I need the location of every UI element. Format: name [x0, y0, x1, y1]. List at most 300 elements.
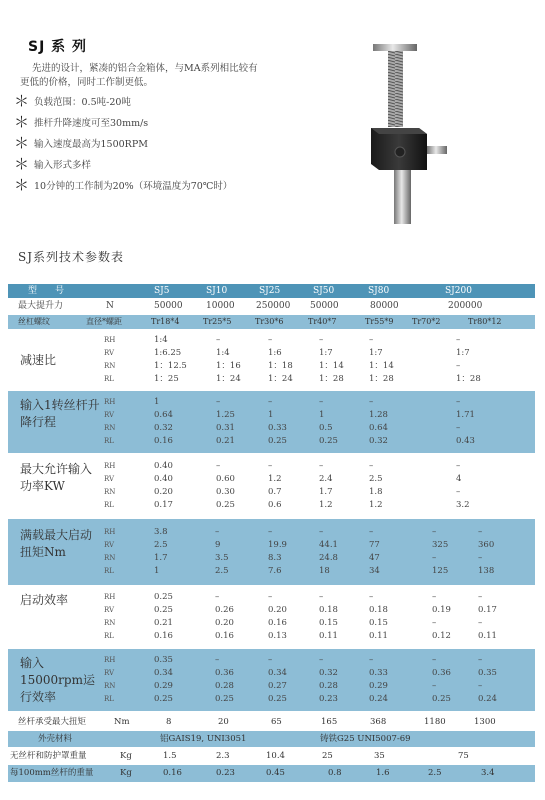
- value-cell: 0.28: [319, 681, 338, 691]
- value-cell: –: [319, 592, 324, 602]
- feature-text: 输入形式多样: [34, 160, 92, 171]
- value-cell: 0.45: [266, 768, 285, 778]
- value-cell: 0.23: [216, 768, 235, 778]
- input-type-code: RN: [104, 362, 116, 370]
- value-cell: 10000: [206, 301, 235, 311]
- value-cell: 0.30: [216, 487, 235, 497]
- ratio-row: [8, 565, 535, 578]
- value-cell: 0.20: [268, 605, 287, 615]
- value-cell: 20: [218, 717, 229, 727]
- ratio-row: [8, 347, 535, 360]
- value-cell: 0.11: [369, 631, 388, 641]
- ratio-row: [8, 409, 535, 422]
- input-type-code: RV: [104, 541, 115, 549]
- ratio-row: [8, 693, 535, 706]
- value-cell: 1.71: [456, 410, 475, 420]
- value-cell: –: [478, 527, 483, 537]
- feature-text: 推杆升降速度可至30mm/s: [34, 118, 149, 129]
- value-cell: 0.24: [478, 694, 497, 704]
- value-cell: 1：18: [268, 361, 293, 371]
- model-sj5: SJ5: [154, 286, 170, 296]
- input-type-code: RV: [104, 606, 115, 614]
- row-unit: Kg: [120, 751, 132, 761]
- value-cell: 1: [319, 410, 325, 420]
- star-icon: ＊: [14, 92, 30, 110]
- input-type-code: RH: [104, 462, 116, 470]
- value-cell: –: [215, 655, 220, 665]
- value-cell: 0.17: [478, 605, 497, 615]
- value-cell: 1.2: [369, 500, 383, 510]
- value-cell: 0.60: [216, 474, 235, 484]
- input-type-code: RH: [104, 593, 116, 601]
- value-cell: 0.40: [154, 461, 173, 471]
- value-cell: –: [268, 397, 273, 407]
- value-cell: Tr25*5: [203, 317, 232, 326]
- value-cell: –: [432, 681, 437, 691]
- ratio-row: [8, 552, 535, 565]
- value-cell: –: [456, 487, 461, 497]
- input-type-code: RL: [104, 695, 114, 703]
- value-cell: 1:4: [154, 335, 168, 345]
- value-cell: 0.12: [432, 631, 451, 641]
- value-cell: Tr18*4: [151, 317, 180, 326]
- value-cell: 0.32: [154, 423, 173, 433]
- max-torque-row: [8, 714, 535, 730]
- value-cell: 1.7: [319, 487, 333, 497]
- value-cell: 0.25: [268, 436, 287, 446]
- value-cell: –: [478, 592, 483, 602]
- value-cell: –: [478, 681, 483, 691]
- value-cell: 34: [369, 566, 380, 576]
- value-cell: 0.16: [215, 631, 234, 641]
- section-label: 最大允许输入功率KW: [20, 462, 93, 493]
- star-icon: ＊: [14, 176, 30, 194]
- input-type-code: RL: [104, 501, 114, 509]
- value-cell: –: [369, 527, 374, 537]
- value-cell: 360: [478, 540, 495, 550]
- row-label: 外壳材料: [38, 734, 73, 744]
- value-cell: 368: [370, 717, 387, 727]
- ratio-row: [8, 499, 535, 512]
- row-label: 丝杠螺纹: [18, 317, 50, 326]
- value-cell: 0.28: [215, 681, 234, 691]
- value-cell: 3.2: [456, 500, 470, 510]
- value-cell: 8: [166, 717, 172, 727]
- value-cell: –: [268, 335, 273, 345]
- value-cell: 165: [321, 717, 338, 727]
- value-cell: 0.34: [268, 668, 287, 678]
- ratio-row: [8, 396, 535, 409]
- value-cell: –: [216, 397, 221, 407]
- model-sj80: SJ80: [368, 286, 390, 296]
- feature-item: [14, 92, 232, 117]
- row-label: 最大提升力: [18, 301, 64, 311]
- value-cell: –: [369, 461, 374, 471]
- value-cell: –: [319, 335, 324, 345]
- row-unit: Nm: [114, 717, 130, 727]
- ratio-row: [8, 460, 535, 473]
- value-cell: –: [456, 335, 461, 345]
- value-cell: 44.1: [319, 540, 338, 550]
- value-cell: 0.32: [319, 668, 338, 678]
- value-cell: 7.6: [268, 566, 282, 576]
- input-type-code: RV: [104, 349, 115, 357]
- row-label: 每100mm丝杆的重量: [10, 768, 94, 778]
- value-cell: –: [432, 655, 437, 665]
- value-cell: 1300: [474, 717, 496, 727]
- value-cell: –: [319, 397, 324, 407]
- input-type-code: RV: [104, 669, 115, 677]
- value-cell: 1:6.25: [154, 348, 182, 358]
- aluminum-material: 铝GAIS19, UNI3051: [160, 734, 247, 744]
- row-label: 丝杆承受最大扭矩: [18, 717, 87, 727]
- value-cell: –: [432, 592, 437, 602]
- value-cell: –: [268, 527, 273, 537]
- value-cell: 200000: [448, 301, 483, 311]
- value-cell: 8.3: [268, 553, 282, 563]
- section-block: [8, 331, 535, 389]
- value-cell: 0.24: [369, 694, 388, 704]
- value-cell: 0.34: [154, 668, 173, 678]
- value-cell: –: [456, 461, 461, 471]
- value-cell: 1.7: [154, 553, 168, 563]
- shell-material-row: [8, 731, 535, 747]
- input-type-code: RH: [104, 336, 116, 344]
- value-cell: 1:7: [369, 348, 383, 358]
- value-cell: –: [456, 397, 461, 407]
- value-cell: 1.5: [163, 751, 177, 761]
- feature-list: [14, 92, 233, 201]
- value-cell: 0.19: [432, 605, 451, 615]
- value-cell: 125: [432, 566, 449, 576]
- value-cell: 0.43: [456, 436, 475, 446]
- ratio-row: [8, 373, 535, 386]
- max-lift-row: [8, 299, 535, 314]
- input-type-code: RL: [104, 375, 114, 383]
- value-cell: 1.8: [369, 487, 383, 497]
- value-cell: 1：24: [216, 374, 241, 384]
- section-label: 输入15000rpm运行效率: [20, 656, 95, 704]
- input-type-code: RN: [104, 488, 116, 496]
- value-cell: 1:6: [268, 348, 282, 358]
- value-cell: 18: [319, 566, 330, 576]
- input-type-code: RV: [104, 475, 115, 483]
- value-cell: 1：12.5: [154, 361, 187, 371]
- intro-text: 先进的设计，紧凑的铝合金箱体，与MA系列相比较有更低的价格，同时工作制更低。: [20, 63, 258, 88]
- input-type-code: RL: [104, 437, 114, 445]
- value-cell: 0.33: [268, 423, 287, 433]
- value-cell: 0.23: [319, 694, 338, 704]
- value-cell: 0.25: [154, 694, 173, 704]
- value-cell: 1.6: [376, 768, 390, 778]
- value-cell: 3.8: [154, 527, 168, 537]
- value-cell: 0.11: [319, 631, 338, 641]
- value-cell: 1:7: [456, 348, 470, 358]
- value-cell: –: [369, 655, 374, 665]
- value-cell: 0.8: [328, 768, 342, 778]
- value-cell: –: [369, 592, 374, 602]
- section-label: 启动效率: [20, 593, 69, 607]
- value-cell: 4: [456, 474, 462, 484]
- section-block: [8, 649, 535, 711]
- row-unit: N: [106, 301, 114, 311]
- value-cell: –: [215, 527, 220, 537]
- value-cell: 65: [271, 717, 282, 727]
- cast-iron-material: 铸铁G25 UNI5007-69: [320, 734, 411, 744]
- value-cell: –: [432, 527, 437, 537]
- input-type-code: RN: [104, 554, 116, 562]
- value-cell: 0.18: [369, 605, 388, 615]
- value-cell: 1180: [424, 717, 446, 727]
- value-cell: 0.16: [154, 631, 173, 641]
- model-sj25: SJ25: [259, 286, 281, 296]
- section-block: [8, 587, 535, 647]
- value-cell: 0.64: [369, 423, 388, 433]
- value-cell: –: [319, 655, 324, 665]
- value-cell: 0.20: [215, 618, 234, 628]
- input-type-code: RH: [104, 656, 116, 664]
- value-cell: 0.32: [369, 436, 388, 446]
- bottom-tube: [394, 170, 411, 224]
- feature-item: [14, 113, 232, 138]
- value-cell: 0.64: [154, 410, 173, 420]
- section-label: 满载最大启动扭矩Nm: [20, 528, 93, 559]
- value-cell: 0.29: [369, 681, 388, 691]
- input-type-code: RN: [104, 682, 116, 690]
- row-unit: Kg: [120, 768, 132, 778]
- value-cell: 10.4: [266, 751, 285, 761]
- top-plate: [373, 44, 417, 51]
- ratio-row: [8, 604, 535, 617]
- value-cell: 1：28: [369, 374, 394, 384]
- input-type-code: RV: [104, 411, 115, 419]
- ratio-row: [8, 680, 535, 693]
- value-cell: 1: [268, 410, 274, 420]
- page-title: SJ 系 列: [28, 39, 88, 55]
- value-cell: –: [319, 527, 324, 537]
- ratio-row: [8, 435, 535, 448]
- ratio-row: [8, 617, 535, 630]
- ratio-row: [8, 654, 535, 667]
- value-cell: 0.27: [268, 681, 287, 691]
- value-cell: –: [478, 618, 483, 628]
- value-cell: 1.2: [319, 500, 333, 510]
- input-type-code: RL: [104, 632, 114, 640]
- value-cell: 0.5: [319, 423, 333, 433]
- value-cell: 3.4: [481, 768, 495, 778]
- value-cell: –: [432, 618, 437, 628]
- value-cell: –: [268, 461, 273, 471]
- feature-item: [14, 176, 233, 201]
- section-label: 减速比: [20, 353, 57, 367]
- star-icon: ＊: [14, 134, 30, 152]
- value-cell: 1：28: [456, 374, 481, 384]
- value-cell: –: [478, 553, 483, 563]
- value-cell: –: [432, 553, 437, 563]
- value-cell: –: [216, 335, 221, 345]
- screw-jack-product-image: [355, 42, 455, 227]
- value-cell: 0.31: [216, 423, 235, 433]
- value-cell: 0.36: [432, 668, 451, 678]
- value-cell: 0.15: [319, 618, 338, 628]
- value-cell: 0.36: [215, 668, 234, 678]
- value-cell: 1：25: [154, 374, 179, 384]
- input-type-code: RL: [104, 567, 114, 575]
- value-cell: –: [268, 592, 273, 602]
- feature-item: [14, 134, 232, 159]
- value-cell: 0.6: [268, 500, 282, 510]
- model-sj200: SJ200: [445, 286, 472, 296]
- value-cell: –: [369, 335, 374, 345]
- value-cell: –: [478, 655, 483, 665]
- value-cell: –: [215, 592, 220, 602]
- section-block: [8, 519, 535, 585]
- value-cell: 80000: [370, 301, 399, 311]
- value-cell: 1：16: [216, 361, 241, 371]
- value-cell: 2.3: [216, 751, 230, 761]
- value-cell: 75: [458, 751, 469, 761]
- value-cell: 1：24: [268, 374, 293, 384]
- value-cell: 0.16: [268, 618, 287, 628]
- value-cell: 9: [215, 540, 221, 550]
- value-cell: Tr55*9: [365, 317, 394, 326]
- value-cell: 325: [432, 540, 449, 550]
- value-cell: –: [319, 461, 324, 471]
- value-cell: 0.15: [369, 618, 388, 628]
- value-cell: 1：14: [369, 361, 394, 371]
- value-cell: –: [369, 397, 374, 407]
- ratio-row: [8, 539, 535, 552]
- feature-text: 10分钟的工作制为20%（环境温度为70℃时）: [34, 181, 233, 192]
- value-cell: 1.28: [369, 410, 388, 420]
- value-cell: 24.8: [319, 553, 338, 563]
- value-cell: 1: [154, 397, 160, 407]
- ratio-row: [8, 526, 535, 539]
- model-sj50: SJ50: [313, 286, 335, 296]
- value-cell: Tr30*6: [255, 317, 284, 326]
- value-cell: 0.25: [268, 694, 287, 704]
- value-cell: 0.20: [154, 487, 173, 497]
- value-cell: 0.40: [154, 474, 173, 484]
- value-cell: 0.7: [268, 487, 282, 497]
- value-cell: Tr80*12: [468, 317, 502, 326]
- value-cell: 1:7: [319, 348, 333, 358]
- value-cell: 1：28: [319, 374, 344, 384]
- value-cell: 0.35: [478, 668, 497, 678]
- value-cell: 25: [322, 751, 333, 761]
- value-cell: Tr40*7: [308, 317, 337, 326]
- feature-item: [14, 155, 232, 180]
- table-title: SJ系列技术参数表: [18, 250, 125, 264]
- screw-weight-row: [8, 765, 535, 782]
- input-type-code: RN: [104, 619, 116, 627]
- table-header-row: [8, 284, 535, 298]
- ratio-row: [8, 473, 535, 486]
- value-cell: 0.17: [154, 500, 173, 510]
- value-cell: 1：14: [319, 361, 344, 371]
- value-cell: 1: [154, 566, 160, 576]
- value-cell: 0.13: [268, 631, 287, 641]
- section-block: [8, 391, 535, 453]
- star-icon: ＊: [14, 113, 30, 131]
- value-cell: 0.18: [319, 605, 338, 615]
- row-unit: 直径*螺距: [86, 317, 122, 326]
- value-cell: 1.25: [216, 410, 235, 420]
- input-shaft: [427, 146, 447, 154]
- value-cell: –: [216, 461, 221, 471]
- value-cell: 0.25: [154, 605, 173, 615]
- ratio-row: [8, 334, 535, 347]
- ratio-row: [8, 486, 535, 499]
- value-cell: 50000: [310, 301, 339, 311]
- input-type-code: RH: [104, 528, 116, 536]
- value-cell: 2.4: [319, 474, 333, 484]
- section-block: [8, 455, 535, 517]
- value-cell: 50000: [154, 301, 183, 311]
- feature-text: 输入速度最高为1500RPM: [34, 139, 148, 150]
- value-cell: 0.25: [215, 694, 234, 704]
- value-cell: 35: [374, 751, 385, 761]
- ratio-row: [8, 360, 535, 373]
- value-cell: 1:4: [216, 348, 230, 358]
- ratio-row: [8, 591, 535, 604]
- value-cell: 0.11: [478, 631, 497, 641]
- input-type-code: RN: [104, 424, 116, 432]
- value-cell: 0.25: [154, 592, 173, 602]
- value-cell: 250000: [256, 301, 291, 311]
- value-cell: 77: [369, 540, 380, 550]
- value-cell: 1.2: [268, 474, 282, 484]
- threaded-rod: [388, 51, 403, 127]
- value-cell: –: [268, 655, 273, 665]
- value-cell: 0.29: [154, 681, 173, 691]
- ratio-row: [8, 630, 535, 643]
- weight-row: [8, 748, 535, 764]
- value-cell: 47: [369, 553, 380, 563]
- value-cell: 0.25: [216, 500, 235, 510]
- screw-thread-row: [8, 315, 535, 329]
- ratio-row: [8, 422, 535, 435]
- value-cell: 3.5: [215, 553, 229, 563]
- section-label: 输入1转丝杆升降行程: [20, 398, 100, 429]
- value-cell: 2.5: [154, 540, 168, 550]
- value-cell: 0.35: [154, 655, 173, 665]
- value-cell: 0.16: [163, 768, 182, 778]
- ratio-row: [8, 667, 535, 680]
- value-cell: Tr70*2: [412, 317, 441, 326]
- header-label: 型 号: [28, 286, 65, 296]
- value-cell: 0.33: [369, 668, 388, 678]
- star-icon: ＊: [14, 155, 30, 173]
- value-cell: –: [456, 361, 461, 371]
- value-cell: 19.9: [268, 540, 287, 550]
- value-cell: 0.21: [154, 618, 173, 628]
- value-cell: 2.5: [428, 768, 442, 778]
- value-cell: 2.5: [215, 566, 229, 576]
- value-cell: 2.5: [369, 474, 383, 484]
- value-cell: 138: [478, 566, 495, 576]
- row-label: 无丝杆和防护罩重量: [10, 751, 87, 761]
- value-cell: 0.16: [154, 436, 173, 446]
- input-type-code: RH: [104, 398, 116, 406]
- value-cell: 0.21: [216, 436, 235, 446]
- value-cell: 0.26: [215, 605, 234, 615]
- value-cell: 0.25: [319, 436, 338, 446]
- feature-text: 负载范围：0.5吨-20吨: [34, 97, 131, 108]
- value-cell: 0.25: [432, 694, 451, 704]
- model-sj10: SJ10: [206, 286, 228, 296]
- value-cell: –: [456, 423, 461, 433]
